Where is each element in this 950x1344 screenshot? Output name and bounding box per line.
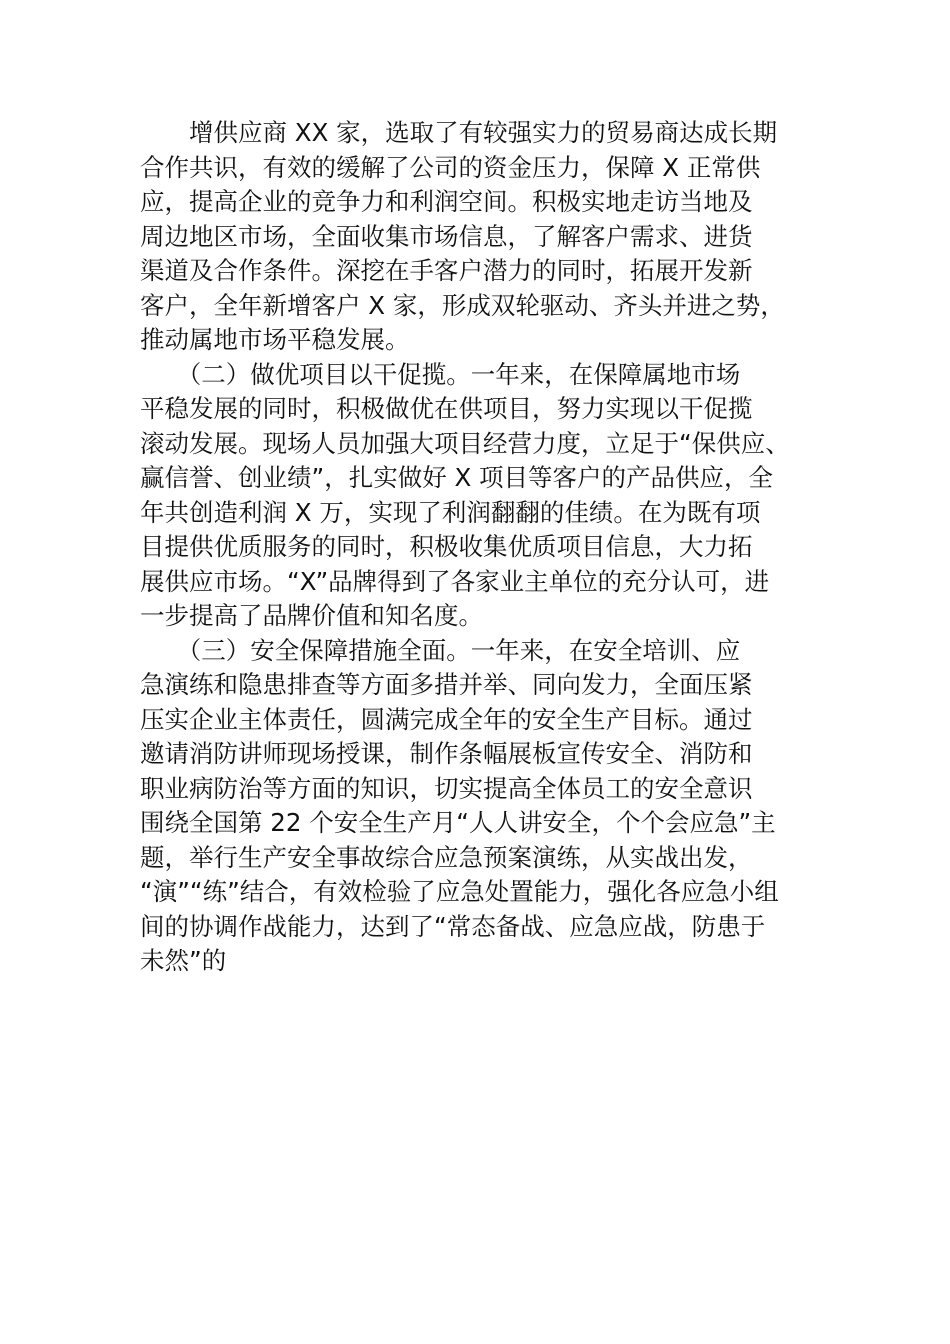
text-line: 增供应商 XX 家，选取了有较强实力的贸易商达成长期 <box>140 118 778 147</box>
text-line: （三）安全保障措施全面。一年来，在安全培训、应 <box>140 635 741 665</box>
text-line: 平稳发展的同时，积极做优在供项目，努力实现以干促揽 <box>140 394 753 423</box>
text-line: （二）做优项目以干促揽。一年来，在保障属地市场 <box>140 359 741 389</box>
text-line: 一步提高了品牌价值和知名度。 <box>140 601 483 630</box>
text-line: “演”“练”结合，有效检验了应急处置能力，强化各应急小组 <box>140 877 779 906</box>
text-line: 急演练和隐患排查等方面多措并举、同向发力，全面压紧 <box>140 670 753 699</box>
text-line: 间的协调作战能力，达到了“常态备战、应急应战，防患于 <box>140 911 766 941</box>
text-line: 年共创造利润 X 万，实现了利润翻翻的佳绩。在为既有项 <box>140 497 761 527</box>
text-line: 推动属地市场平稳发展。 <box>140 325 410 354</box>
text-line: 邀请消防讲师现场授课，制作条幅展板宣传安全、消防和 <box>140 739 753 768</box>
text-line: 滚动发展。现场人员加强大项目经营力度，立足于“保供应、 <box>140 428 790 458</box>
text-line: 围绕全国第 22 个安全生产月“人人讲安全，个个会应急”主 <box>140 808 776 837</box>
text-line: 题，举行生产安全事故综合应急预案演练，从实战出发， <box>140 842 753 872</box>
text-line: 目提供优质服务的同时，积极收集优质项目信息，大力拓 <box>140 532 753 561</box>
text-line: 客户，全年新增客户 X 家，形成双轮驱动、齐头并进之势， <box>140 290 785 320</box>
text-line: 赢信誉、创业绩”，扎实做好 X 项目等客户的产品供应，全 <box>140 463 774 492</box>
text-line: 合作共识，有效的缓解了公司的资金压力，保障 X 正常供 <box>140 152 761 182</box>
text-line: 周边地区市场，全面收集市场信息，了解客户需求、进货 <box>140 221 753 251</box>
body-text <box>140 116 840 979</box>
text-line: 应，提高企业的竞争力和利润空间。积极实地走访当地及 <box>140 187 753 216</box>
text-line: 展供应市场。“X”品牌得到了各家业主单位的充分认可，进 <box>140 566 770 596</box>
text-line: 未然”的 <box>140 946 227 975</box>
text-line: 职业病防治等方面的知识，切实提高全体员工的安全意识 <box>140 773 753 803</box>
text-line: 压实企业主体责任，圆满完成全年的安全生产目标。通过 <box>140 704 753 734</box>
text-line: 渠道及合作条件。深挖在手客户潜力的同时，拓展开发新 <box>140 256 753 285</box>
